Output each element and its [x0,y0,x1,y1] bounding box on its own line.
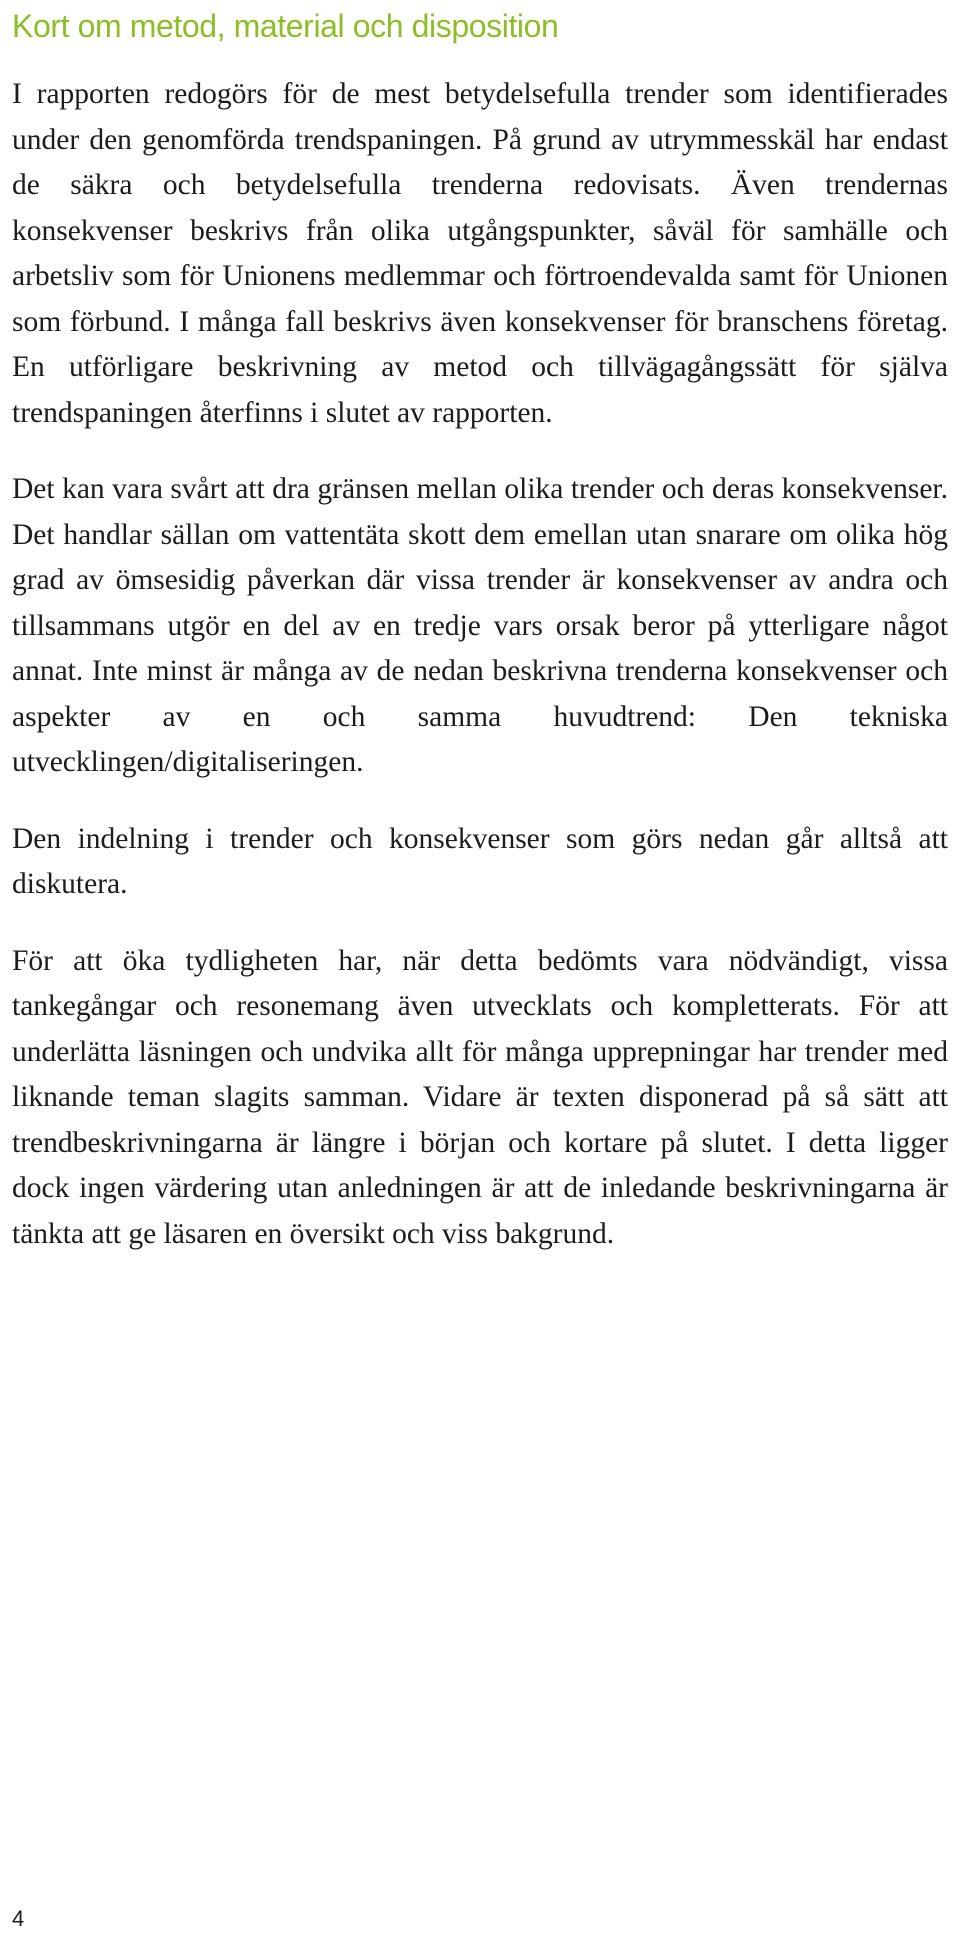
page-number: 4 [12,1906,25,1931]
paragraph-disposition: För att öka tydligheten har, när detta bedömts vara nödvändigt, vissa tankegångar och resonemang även utvecklats och kompletterats. För att underlätta läsningen och undvika allt för många upprepningar har trender med liknande teman slagits samman. Vidare är texten disponerad på så sätt att trendbeskrivningarna är längre i början och kortare på slutet. I detta ligger dock ingen värdering utan anledningen är att de inledande beskrivningarna är tänkta att ge läsaren en översikt och viss bakgrund. [12,944,948,1250]
paragraph-classification: Den indelning i trender och konsekvenser som görs nedan går alltså att diskutera. [12,822,948,900]
paragraph-trend-boundaries: Det kan vara svårt att dra gränsen mellan olika trender och deras konsekvenser. Det handlar sällan om vattentäta skott dem emellan utan snarare om olika hög grad av ömsesidig påverkan där vissa trender är konsekvenser av andra och tillsammans utgör en del av en tredje vars orsak beror på ytterligare något annat. Inte minst är många av de nedan beskrivna trenderna konsekvenser och aspekter av en och samma huvudtrend: Den tekniska utvecklingen/digitaliseringen. [12,473,948,778]
section-heading: Kort om metod, material och disposition [12,8,559,44]
paragraph-method-overview: I rapporten redogörs för de mest betydelsefulla trender som identifierades under den genomförda trendspaningen. På grund av utrymmesskäl har endast de säkra och betydelsefulla trenderna redovisats. Även trendernas konsekvenser beskrivs från olika utgångspunkter, såväl för samhälle och arbetsliv som för Unionens medlemmar och förtroendevalda samt för Unionen som förbund. I många fall beskrivs även konsekvenser för branschens företag. En utförligare beskrivning av metod och tillvägagångssätt för själva trendspaningen återfinns i slutet av rapporten. [12,78,948,429]
body-text [12,72,948,1288]
